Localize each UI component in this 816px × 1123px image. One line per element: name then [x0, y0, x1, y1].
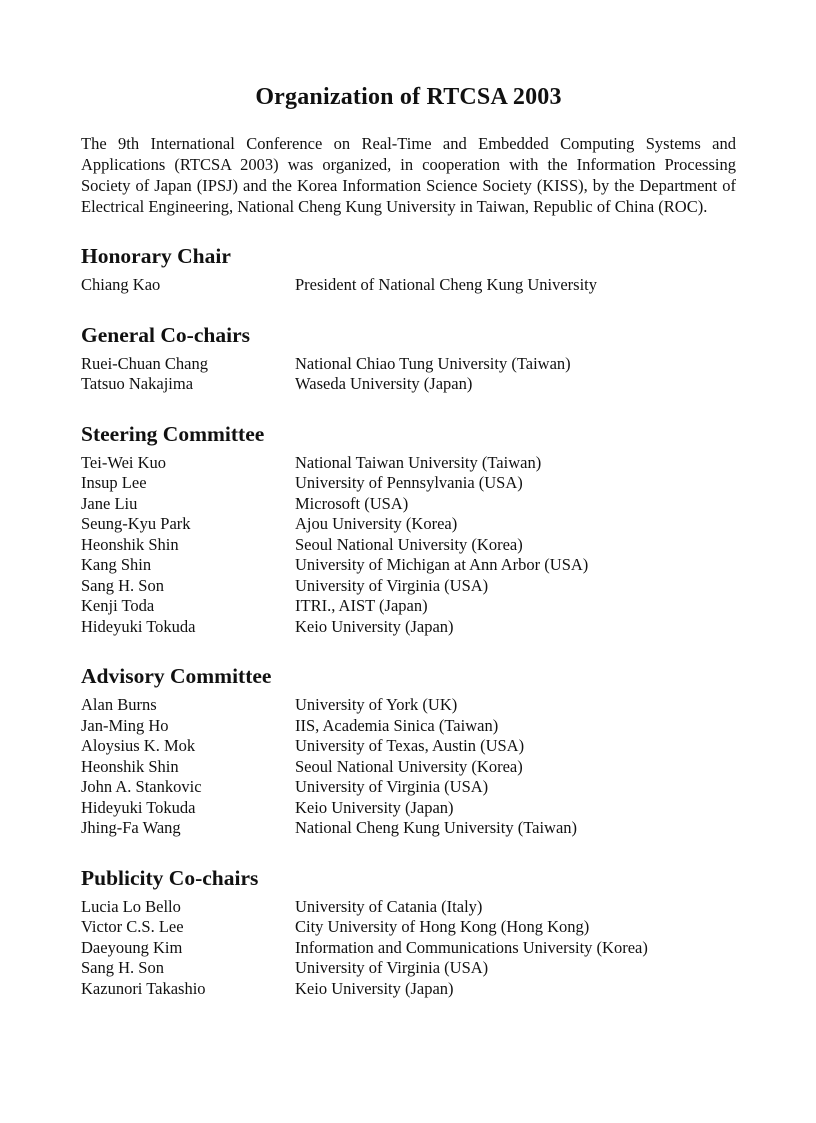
committee-section	[81, 243, 736, 296]
page-title: Organization of RTCSA 2003	[255, 84, 562, 110]
member-row	[81, 695, 736, 716]
member-affiliation: University of Virginia (USA)	[295, 777, 489, 796]
member-affiliation: President of National Cheng Kung University	[295, 275, 597, 294]
member-affiliation: Waseda University (Japan)	[295, 374, 473, 393]
member-row	[81, 494, 736, 515]
member-affiliation: University of Virginia (USA)	[295, 575, 489, 595]
member-affiliation: Seoul National University (Korea)	[295, 534, 523, 554]
member-row	[81, 798, 736, 819]
committee-section	[81, 865, 736, 1000]
member-name: Chiang Kao	[81, 275, 161, 294]
member-row	[81, 736, 736, 757]
member-name: Aloysius K. Mok	[81, 736, 196, 755]
member-name: Heonshik Shin	[81, 534, 179, 554]
member-row	[81, 555, 736, 576]
member-row	[81, 576, 736, 597]
member-row	[81, 374, 736, 395]
member-name: Jane Liu	[81, 493, 138, 513]
member-row	[81, 716, 736, 737]
member-row	[81, 777, 736, 798]
member-affiliation: National Cheng Kung University (Taiwan)	[295, 818, 578, 837]
member-name: Victor C.S. Lee	[81, 917, 184, 936]
member-affiliation: University of Pennsylvania (USA)	[295, 473, 523, 492]
member-list	[81, 453, 736, 638]
member-affiliation: Seoul National University (Korea)	[295, 756, 523, 776]
member-list	[81, 897, 736, 1000]
member-row	[81, 897, 736, 918]
member-name: Lucia Lo Bello	[81, 896, 181, 916]
member-name: John A. Stankovic	[81, 777, 202, 796]
member-name: Ruei-Chuan Chang	[81, 353, 208, 373]
member-name: Insup Lee	[81, 473, 147, 492]
intro-paragraph: The 9th International Conference on Real-Time and Embedded Computing Systems and Applications (RTCSA 2003) was organized, in cooperation with the Information Processing Society of Japan (IPSJ) and the Korea Information Science Society (KISS), by the Department of Electrical Engineering, National Cheng Kung University in Taiwan, Republic of China (ROC).	[81, 134, 736, 216]
member-list	[81, 275, 736, 296]
member-list	[81, 695, 736, 839]
member-name: Hideyuki Tokuda	[81, 616, 196, 636]
member-name: Hideyuki Tokuda	[81, 797, 196, 817]
member-affiliation: University of Catania (Italy)	[295, 896, 483, 916]
member-name: Jhing-Fa Wang	[81, 818, 181, 837]
member-affiliation: ITRI., AIST (Japan)	[295, 596, 428, 615]
member-affiliation: Keio University (Japan)	[295, 797, 454, 817]
member-row	[81, 818, 736, 839]
member-name: Kazunori Takashio	[81, 978, 206, 998]
committee-section	[81, 421, 736, 638]
member-row	[81, 535, 736, 556]
member-affiliation: Keio University (Japan)	[295, 616, 454, 636]
member-name: Heonshik Shin	[81, 756, 179, 776]
member-row	[81, 514, 736, 535]
section-heading: Publicity Co-chairs	[81, 865, 259, 890]
member-row	[81, 617, 736, 638]
member-affiliation: Information and Communications University (Korea)	[295, 937, 648, 957]
document-page	[81, 84, 736, 999]
member-name: Sang H. Son	[81, 575, 164, 595]
member-name: Sang H. Son	[81, 958, 164, 977]
member-list	[81, 354, 736, 395]
member-affiliation: IIS, Academia Sinica (Taiwan)	[295, 715, 499, 735]
member-name: Tei-Wei Kuo	[81, 452, 167, 472]
member-affiliation: City University of Hong Kong (Hong Kong)	[295, 917, 590, 936]
committee-sections	[81, 243, 736, 999]
member-row	[81, 473, 736, 494]
section-heading: Honorary Chair	[81, 244, 231, 268]
member-affiliation: Ajou University (Korea)	[295, 514, 458, 533]
member-name: Jan-Ming Ho	[81, 715, 169, 735]
member-name: Tatsuo Nakajima	[81, 374, 194, 393]
committee-section	[81, 663, 736, 839]
section-heading: General Co-chairs	[81, 322, 250, 347]
member-name: Kenji Toda	[81, 596, 155, 615]
member-name: Seung-Kyu Park	[81, 514, 191, 533]
member-name: Daeyoung Kim	[81, 937, 183, 957]
member-affiliation: University of Texas, Austin (USA)	[295, 736, 525, 755]
member-row	[81, 596, 736, 617]
member-affiliation: Keio University (Japan)	[295, 978, 454, 998]
member-affiliation: University of York (UK)	[295, 695, 458, 714]
member-affiliation: National Taiwan University (Taiwan)	[295, 452, 542, 472]
member-row	[81, 938, 736, 959]
member-affiliation: University of Michigan at Ann Arbor (USA)	[295, 555, 589, 574]
member-affiliation: Microsoft (USA)	[295, 493, 409, 513]
member-name: Alan Burns	[81, 695, 157, 714]
committee-section	[81, 322, 736, 395]
member-name: Kang Shin	[81, 555, 152, 574]
member-row	[81, 354, 736, 375]
member-row	[81, 979, 736, 1000]
member-row	[81, 917, 736, 938]
member-affiliation: National Chiao Tung University (Taiwan)	[295, 353, 571, 373]
member-row	[81, 453, 736, 474]
section-heading: Steering Committee	[81, 421, 265, 446]
member-row	[81, 958, 736, 979]
section-heading: Advisory Committee	[81, 664, 272, 688]
member-row	[81, 275, 736, 296]
member-affiliation: University of Virginia (USA)	[295, 958, 489, 977]
member-row	[81, 757, 736, 778]
